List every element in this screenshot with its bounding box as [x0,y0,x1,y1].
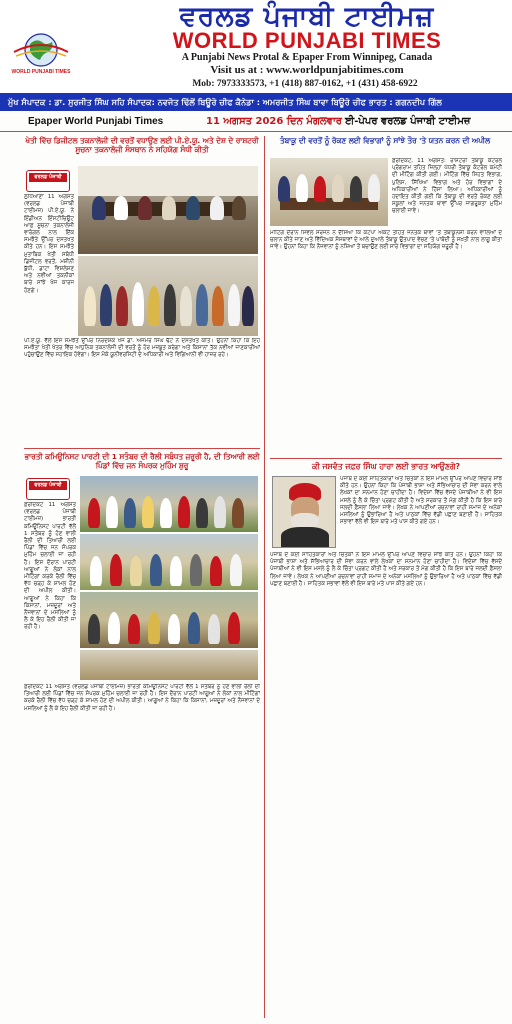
article-headline: ਖੇਤੀ ਵਿੱਚ ਡਿਜੀਟਲ ਤਕਨਾਲੋਜੀ ਦੀ ਵਰਤੋਂ ਵਧਾਉਣ ਲਈ ਪੀ.ਏ.ਯੂ. ਅਤੇ ਦੇਸ਼ ਦੇ ਰਾਸ਼ਟਰੀ ਸੂਚਨਾ ਤਕਨਾਲੋਜੀ ਸੰਸਥਾਨ ਨੇ ਸਹਿਯੋਗ ਸੰਧੀ ਕੀਤੀ [25,136,259,154]
globe-logo-icon [8,30,74,76]
portrait-photo [272,476,336,548]
rally-photo-4 [80,650,258,680]
dateline-bar [0,112,512,132]
article-body-continued: ਪੀ.ਏ.ਯੂ. ਵੱਲੋਂ ਇਸ ਸਮਝੌਤੇ ਉੱਪਰ ਨਿਰਦੇਸ਼ਕ ਖੋਜ ਡਾ. ਅਜਮੇਰ ਸਿੰਘ ਢੱਟ ਨੇ ਦਸਤਖਤ ਕੀਤੇ। ਉਹਨਾਂ ਕਿਹਾ ਕਿ ਇਹ ਸਮਝੌਤਾ ਖੇਤੀ ਖੇਤਰ ਵਿੱਚ ਆਧੁਨਿਕ ਤਕਨਾਲੋਜੀ ਦੀ ਵਰਤੋਂ ਨੂੰ ਹੋਰ ਮਜ਼ਬੂਤ ਕਰੇਗਾ ਅਤੇ ਕਿਸਾਨਾਂ ਤੱਕ ਨਵੀਆਂ ਜਾਣਕਾਰੀਆਂ ਪਹੁੰਚਾਉਣ ਵਿੱਚ ਸਹਾਇਕ ਹੋਵੇਗਾ। ਇਸ ਮੌਕੇ ਯੂਨੀਵਰਸਿਟੀ ਦੇ ਅਧਿਕਾਰੀ ਅਤੇ ਵਿਗਿਆਨੀ ਵੀ ਹਾਜ਼ਰ ਰਹੇ। [24,338,260,359]
rally-photo-3 [80,592,258,648]
article-body-continued: ਮੀਟਿੰਗ ਦੌਰਾਨ ਸਿਵਲ ਸਰਜਨ ਨੇ ਦੱਸਿਆ ਕਿ ਕੋਟਪਾ ਐਕਟ ਤਹਿਤ ਜਨਤਕ ਥਾਵਾਂ 'ਤੇ ਤੰਬਾਕੂਨੋਸ਼ੀ ਕਰਨ ਵਾਲਿਆਂ ਦੇ ਚਲਾਨ ਕੀਤੇ ਜਾਣ ਅਤੇ ਵਿੱਦਿਅਕ ਸੰਸਥਾਵਾਂ ਦੇ ਆਲੇ ਦੁਆਲੇ ਤੰਬਾਕੂ ਉਤਪਾਦ ਵੇਚਣ 'ਤੇ ਪਾਬੰਦੀ ਨੂੰ ਸਖ਼ਤੀ ਨਾਲ ਲਾਗੂ ਕੀਤਾ ਜਾਵੇ। ਉਹਨਾਂ ਕਿਹਾ ਕਿ ਨੌਜਵਾਨਾਂ ਨੂੰ ਨਸ਼ਿਆਂ ਤੋਂ ਬਚਾਉਣ ਲਈ ਸਾਰੇ ਵਿਭਾਗਾਂ ਦਾ ਸਹਿਯੋਗ ਜ਼ਰੂਰੀ ਹੈ। [270,230,502,251]
reporter-badge [26,478,70,500]
article-body: ਲੁਧਿਆਣਾ 11 ਅਗਸਤ (ਵਰਲਡ ਪੰਜਾਬੀ ਟਾਈਮਜ਼) ਪੀ.ਏ.ਯੂ. ਨੇ ਇੰਡੀਅਨ ਇੰਸਟੀਚਿਊਟ ਆਫ਼ ਸੂਚਨਾ ਤਕਨਾਲੋਜੀ ਵਾਰੰਗਲ ਨਾਲ ਇੱਕ ਸਮਝੌਤੇ ਉੱਪਰ ਦਸਤਖਤ ਕੀਤੇ ਹਨ। ਇਸ ਸਮਝੌਤੇ ਮੁਤਾਬਿਕ ਖੇਤੀ ਸਬੰਧੀ ਡਿਜੀਟਲ ਵਰਤੋਂ, ਮਸ਼ੀਨੀ ਬੁੱਧੀ, ਡਾਟਾ ਵਿਸ਼ਲੇਸ਼ਣ ਅਤੇ ਨਵੀਆਂ ਤਕਨੀਕਾਂ ਬਾਰੇ ਸਾਂਝੇ ਖੋਜ ਕਾਰਜ ਹੋਣਗੇ। [24,194,74,294]
article-body: ਫ਼ਰੀਦਕੋਟ, 11 ਅਗਸਤ: ਰਾਸ਼ਟਰੀ ਤੰਬਾਕੂ ਕੰਟਰੋਲ ਪ੍ਰੋਗਰਾਮ ਤਹਿਤ ਜ਼ਿਲ੍ਹਾ ਪੱਧਰੀ ਤੰਬਾਕੂ ਕੰਟਰੋਲ ਕਮੇਟੀ ਦੀ ਮੀਟਿੰਗ ਕੀਤੀ ਗਈ। ਮੀਟਿੰਗ ਵਿੱਚ ਸਿਹਤ ਵਿਭਾਗ, ਪੁਲਿਸ, ਸਿੱਖਿਆ ਵਿਭਾਗ ਅਤੇ ਹੋਰ ਵਿਭਾਗਾਂ ਦੇ ਅਧਿਕਾਰੀਆਂ ਨੇ ਹਿੱਸਾ ਲਿਆ। ਅਧਿਕਾਰੀਆਂ ਨੂੰ ਹਦਾਇਤ ਕੀਤੀ ਗਈ ਕਿ ਤੰਬਾਕੂ ਦੀ ਵਰਤੋਂ ਰੋਕਣ ਲਈ ਸਕੂਲਾਂ ਅਤੇ ਜਨਤਕ ਥਾਵਾਂ ਉੱਪਰ ਜਾਗਰੂਕਤਾ ਮੁਹਿੰਮ ਚਲਾਈ ਜਾਵੇ। [392,158,502,215]
rally-photo-1 [80,476,258,532]
badge-title: ਵਰਲਡ ਪੰਜਾਬੀ ਟਾਈਮਜ਼ [29,173,67,182]
masthead-tagline: A Punjabi News Protal & Epaper From Winnipeg, Canada [181,52,433,63]
article-headline: ਕੀ ਜਸਵੰਤ ਜਫ਼ਰ ਸਿੰਘ ਹਾਰਾ ਲਈ ਭਾਰਤ ਆਉਣਗੇ? [312,462,460,471]
masthead [0,0,512,92]
dateline-right: ਈ-ਪੇਪਰ ਵਰਲਡ ਪੰਜਾਬੀ ਟਾਈਮਜ਼ [345,116,471,127]
article-body-continued: ਪੰਜਾਬ ਦੇ ਕਈ ਸਾਹਿਤਕਾਰਾਂ ਅਤੇ ਚਿੰਤਕਾਂ ਨੇ ਇਸ ਮਾਮਲੇ ਉੱਪਰ ਆਪਣੇ ਵਿਚਾਰ ਸਾਂਝੇ ਕੀਤੇ ਹਨ। ਉਹਨਾਂ ਕਿਹਾ ਕਿ ਪੰਜਾਬੀ ਭਾਸ਼ਾ ਅਤੇ ਸੱਭਿਆਚਾਰ ਦੀ ਸੇਵਾ ਕਰਨ ਵਾਲੇ ਲੇਖਕਾਂ ਦਾ ਸਨਮਾਨ ਹੋਣਾ ਚਾਹੀਦਾ ਹੈ। ਵਿਦੇਸ਼ਾਂ ਵਿੱਚ ਵੱਸਦੇ ਪੰਜਾਬੀਆਂ ਨੇ ਵੀ ਇਸ ਮਸਲੇ ਨੂੰ ਲੈ ਕੇ ਚਿੰਤਾ ਪ੍ਰਗਟ ਕੀਤੀ ਹੈ ਅਤੇ ਸਰਕਾਰ ਤੋਂ ਮੰਗ ਕੀਤੀ ਹੈ ਕਿ ਇਸ ਬਾਰੇ ਜਲਦੀ ਫ਼ੈਸਲਾ ਲਿਆ ਜਾਵੇ। ਲੇਖਕ ਨੇ ਆਪਣੀਆਂ ਰਚਨਾਵਾਂ ਰਾਹੀਂ ਸਮਾਜ ਦੇ ਅਨੇਕਾਂ ਮਸਲਿਆਂ ਨੂੰ ਉਭਾਰਿਆ ਹੈ ਅਤੇ ਪਾਠਕਾਂ ਵਿੱਚ ਵੱਡੀ ਪਛਾਣ ਬਣਾਈ ਹੈ। ਸਾਹਿਤਕ ਸਭਾਵਾਂ ਵੱਲੋਂ ਵੀ ਇਸ ਬਾਰੇ ਮਤੇ ਪਾਸ ਕੀਤੇ ਗਏ ਹਨ। [270,552,502,587]
rally-photo-2 [80,534,258,590]
article-body: ਫ਼ਰੀਦਕੋਟ 11 ਅਗਸਤ (ਵਰਲਡ ਪੰਜਾਬੀ ਟਾਈਮਜ਼) ਭਾਰਤੀ ਕਮਿਊਨਿਸਟ ਪਾਰਟੀ ਵੱਲੋਂ 1 ਸਤੰਬਰ ਨੂੰ ਹੋਣ ਵਾਲੀ ਰੈਲੀ ਦੀ ਤਿਆਰੀ ਲਈ ਪਿੰਡਾਂ ਵਿੱਚ ਜਨ ਸੰਪਰਕ ਮੁਹਿੰਮ ਚਲਾਈ ਜਾ ਰਹੀ ਹੈ। ਇਸ ਦੌਰਾਨ ਪਾਰਟੀ ਆਗੂਆਂ ਨੇ ਲੋਕਾਂ ਨਾਲ ਮੀਟਿੰਗਾਂ ਕਰਕੇ ਰੈਲੀ ਵਿੱਚ ਵੱਧ ਚੜ੍ਹ ਕੇ ਸ਼ਾਮਲ ਹੋਣ ਦੀ ਅਪੀਲ ਕੀਤੀ। ਆਗੂਆਂ ਨੇ ਕਿਹਾ ਕਿ ਕਿਸਾਨਾਂ, ਮਜ਼ਦੂਰਾਂ ਅਤੇ ਨੌਜਵਾਨਾਂ ਦੇ ਮਸਲਿਆਂ ਨੂੰ ਲੈ ਕੇ ਇਹ ਰੈਲੀ ਕੀਤੀ ਜਾ ਰਹੀ ਹੈ। [24,502,76,631]
logo-text: WORLD PUNJABI TIMES [11,69,71,75]
article-cpi [24,452,260,470]
article-headline: ਭਾਰਤੀ ਕਮਿਊਨਿਸਟ ਪਾਰਟੀ ਦੀ 1 ਸਤੰਬਰ ਦੀ ਰੈਲੀ ਸਬੰਧਤ ਜ਼ਰੂਰੀ ਹੈ, ਦੀ ਤਿਆਰੀ ਲਈ ਪਿੰਡਾਂ ਵਿੱਚ ਜਨ ਸੰਪਰਕ ਮੁਹਿੰਮ ਸ਼ੁਰੂ [24,452,260,470]
tobacco-meeting-photo [270,158,388,226]
masthead-title-punjabi: ਵਰਲਡ ਪੰਜਾਬੀ ਟਾਈਮਜ਼ [179,1,435,32]
masthead-contact: Mob: 7973333573, +1 (418) 887-0162, +1 (431) 458-6922 [192,79,418,89]
group-photo [78,256,258,336]
article-pau [24,136,260,154]
article-tobacco [270,136,500,145]
column-divider [264,136,265,1018]
badge-title: ਵਰਲਡ ਪੰਜਾਬੀ ਟਾਈਮਜ਼ [29,481,67,490]
article-body-continued: ਫ਼ਰੀਦਕੋਟ 11 ਅਗਸਤ (ਵਰਲਡ ਪੰਜਾਬੀ ਟਾਈਮਜ਼) ਭਾਰਤੀ ਕਮਿਊਨਿਸਟ ਪਾਰਟੀ ਵੱਲੋਂ 1 ਸਤੰਬਰ ਨੂੰ ਹੋਣ ਵਾਲੀ ਰੈਲੀ ਦੀ ਤਿਆਰੀ ਲਈ ਪਿੰਡਾਂ ਵਿੱਚ ਜਨ ਸੰਪਰਕ ਮੁਹਿੰਮ ਚਲਾਈ ਜਾ ਰਹੀ ਹੈ। ਇਸ ਦੌਰਾਨ ਪਾਰਟੀ ਆਗੂਆਂ ਨੇ ਲੋਕਾਂ ਨਾਲ ਮੀਟਿੰਗਾਂ ਕਰਕੇ ਰੈਲੀ ਵਿੱਚ ਵੱਧ ਚੜ੍ਹ ਕੇ ਸ਼ਾਮਲ ਹੋਣ ਦੀ ਅਪੀਲ ਕੀਤੀ। ਆਗੂਆਂ ਨੇ ਕਿਹਾ ਕਿ ਕਿਸਾਨਾਂ, ਮਜ਼ਦੂਰਾਂ ਅਤੇ ਨੌਜਵਾਨਾਂ ਦੇ ਮਸਲਿਆਂ ਨੂੰ ਲੈ ਕੇ ਇਹ ਰੈਲੀ ਕੀਤੀ ਜਾ ਰਹੀ ਹੈ। [24,684,260,712]
editors-bar: ਮੁੱਖ ਸੰਪਾਦਕ : ਡਾ. ਸੁਰਜੀਤ ਸਿੰਘ ਸਹਿ ਸੰਪਾਦਕ: ਨਵਜੋਤ ਢਿੱਲੋਂ ਬਿਊਰੋ ਚੀਫ ਕੈਨੇਡਾ : ਅਮਰਜੀਤ ਸਿੰਘ ਬਾਵਾ ਬਿਊਰੋ ਚੀਫ ਭਾਰਤ : ਗਗਨਦੀਪ ਗਿੱਲ [0,93,512,111]
dateline-date: 11 ਅਗਸਤ 2026 ਦਿਨ ਮੰਗਲਵਾਰ [206,116,343,127]
article-body: ਪੰਜਾਬ ਦੇ ਕਈ ਸਾਹਿਤਕਾਰਾਂ ਅਤੇ ਚਿੰਤਕਾਂ ਨੇ ਇਸ ਮਾਮਲੇ ਉੱਪਰ ਆਪਣੇ ਵਿਚਾਰ ਸਾਂਝੇ ਕੀਤੇ ਹਨ। ਉਹਨਾਂ ਕਿਹਾ ਕਿ ਪੰਜਾਬੀ ਭਾਸ਼ਾ ਅਤੇ ਸੱਭਿਆਚਾਰ ਦੀ ਸੇਵਾ ਕਰਨ ਵਾਲੇ ਲੇਖਕਾਂ ਦਾ ਸਨਮਾਨ ਹੋਣਾ ਚਾਹੀਦਾ ਹੈ। ਵਿਦੇਸ਼ਾਂ ਵਿੱਚ ਵੱਸਦੇ ਪੰਜਾਬੀਆਂ ਨੇ ਵੀ ਇਸ ਮਸਲੇ ਨੂੰ ਲੈ ਕੇ ਚਿੰਤਾ ਪ੍ਰਗਟ ਕੀਤੀ ਹੈ ਅਤੇ ਸਰਕਾਰ ਤੋਂ ਮੰਗ ਕੀਤੀ ਹੈ ਕਿ ਇਸ ਬਾਰੇ ਜਲਦੀ ਫ਼ੈਸਲਾ ਲਿਆ ਜਾਵੇ। ਲੇਖਕ ਨੇ ਆਪਣੀਆਂ ਰਚਨਾਵਾਂ ਰਾਹੀਂ ਸਮਾਜ ਦੇ ਅਨੇਕਾਂ ਮਸਲਿਆਂ ਨੂੰ ਉਭਾਰਿਆ ਹੈ ਅਤੇ ਪਾਠਕਾਂ ਵਿੱਚ ਵੱਡੀ ਪਛਾਣ ਬਣਾਈ ਹੈ। ਸਾਹਿਤਕ ਸਭਾਵਾਂ ਵੱਲੋਂ ਵੀ ਇਸ ਬਾਰੇ ਮਤੇ ਪਾਸ ਕੀਤੇ ਗਏ ਹਨ। [340,476,502,526]
reporter-badge [26,170,70,192]
dateline-left: Epaper World Punjabi Times [28,116,164,127]
article-opinion [270,462,502,472]
masthead-title-english: WORLD PUNJABI TIMES [172,28,442,53]
meeting-photo [78,166,258,254]
article-headline: ਤੰਬਾਕੂ ਦੀ ਵਰਤੋਂ ਨੂੰ ਰੋਕਣ ਲਈ ਵਿਭਾਗਾਂ ਨੂੰ ਸਾਂਝੇ ਤੌਰ 'ਤੇ ਯਤਨ ਕਰਨ ਦੀ ਅਪੀਲ [279,136,491,145]
masthead-website[interactable]: Visit us at : www.worldpunjabitimes.com [210,64,404,76]
